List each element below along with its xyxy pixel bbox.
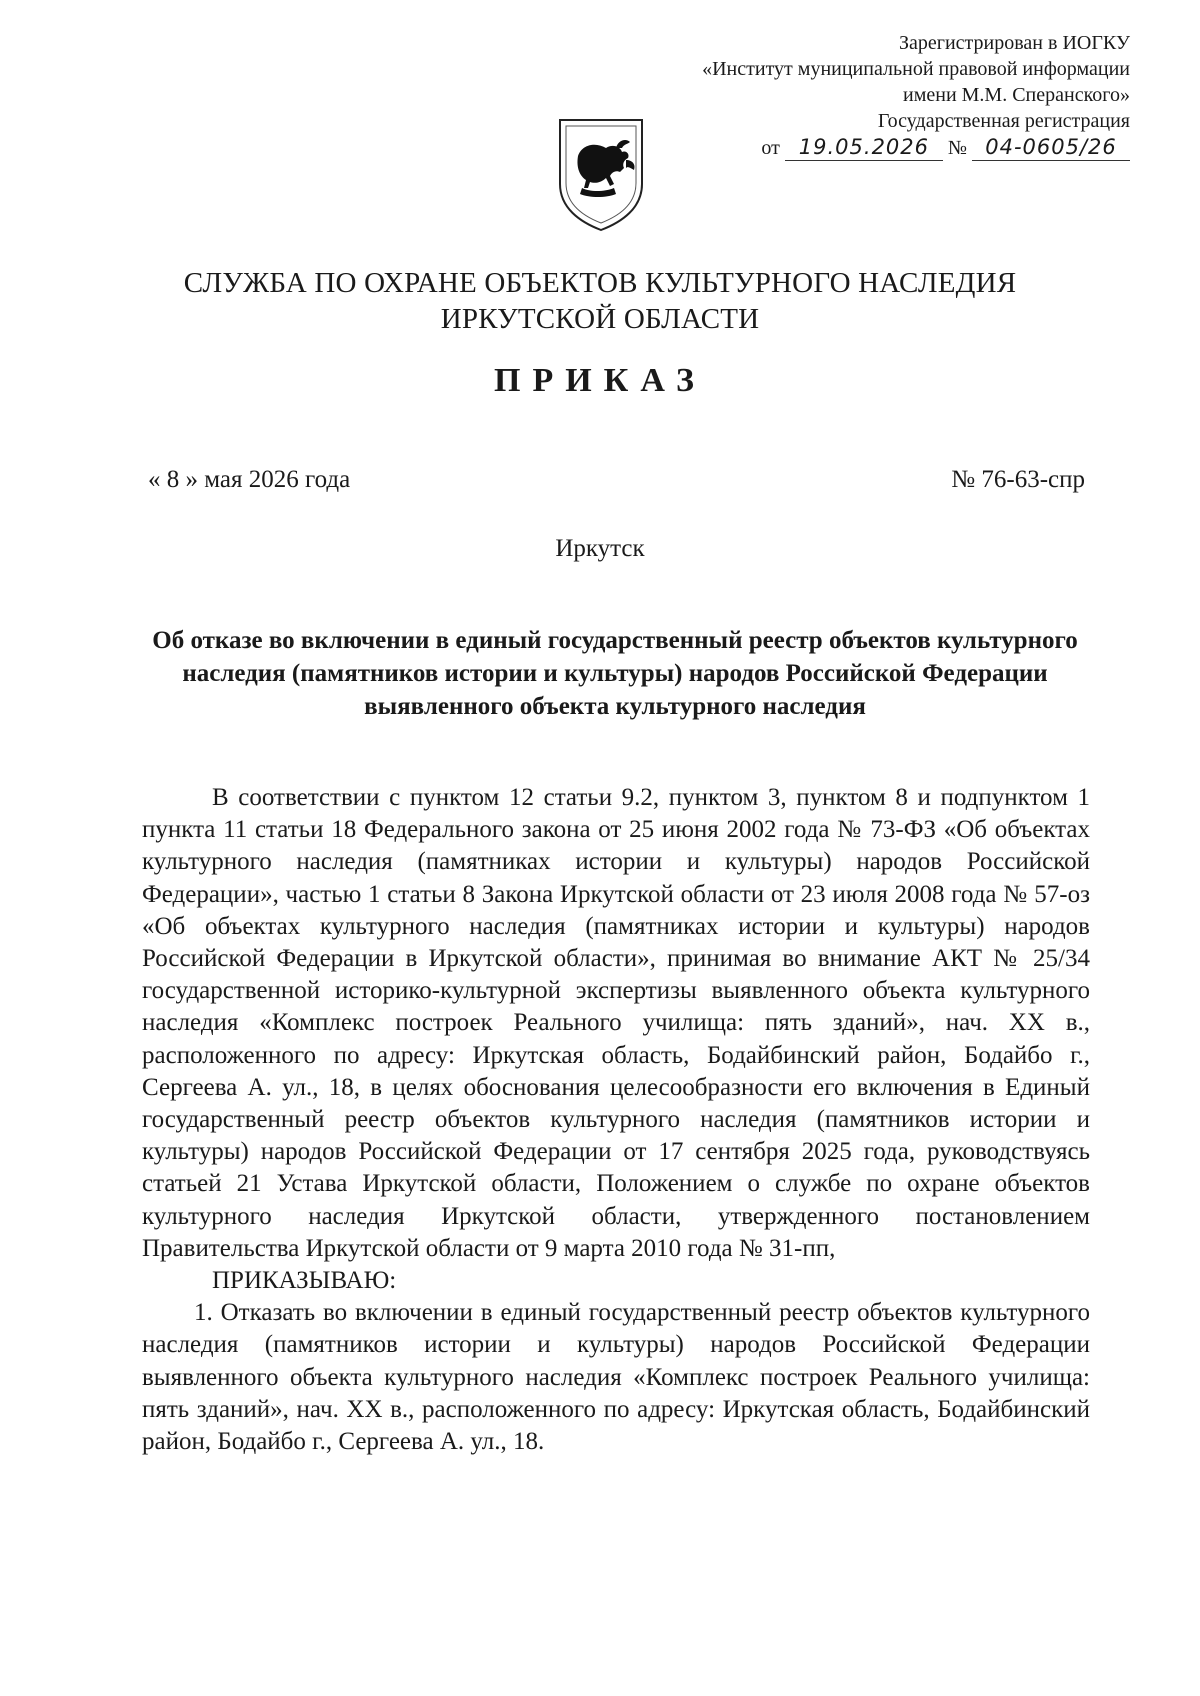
order-item-1: 1. Отказать во включении в единый государственный реестр объектов культурного наследия (памятников истории и культуры) народов Российской Федерации выявленного объекта культурного наследия «Комплекс построек Реального училища: пять зданий», нач. XX в., расположенного по адресу: Иркутская область, Бодайбинский район, Бодайбо г., Сергеева А. ул., 18. (142, 1299, 1090, 1456)
registration-number: 04-0605/26 (972, 134, 1130, 161)
order-subject: Об отказе во включении в единый государственный реестр объектов культурного наследия (памятников истории и культуры) народов Российской Федерации выявленного объекта культурного наследия (152, 627, 1078, 720)
order-city: Иркутск (555, 535, 645, 562)
order-directive: ПРИКАЗЫВАЮ: (212, 1267, 397, 1295)
agency-name (0, 265, 1200, 337)
registration-stamp (570, 30, 1130, 161)
registration-from-label: от (761, 137, 780, 159)
registration-date: 19.05.2026 (785, 134, 943, 161)
registration-details (570, 134, 1130, 161)
agency-name-line-2: ИРКУТСКОЙ ОБЛАСТИ (440, 303, 760, 335)
preamble-paragraph: В соответствии с пунктом 12 статьи 9.2, пунктом 3, пунктом 8 и подпунктом 1 пункта 11 статьи 18 Федерального закона от 25 июня 2002 года № 73-ФЗ «Об объектах культурного наследия (памятниках истории и культуры) народов Российской Федерации», частью 1 статьи 8 Закона Иркутской области от 23 июля 2008 года № 57-оз «Об объектах культурного наследия (памятниках истории и культуры) народов Российской Федерации в Иркутской области», принимая во внимание АКТ № 25/34 государственной историко-культурной экспертизы выявленного объекта культурного наследия «Комплекс построек Реального училища: пять зданий», нач. XX в., расположенного по адресу: Иркутская область, Бодайбинский район, Бодайбо г., Сергеева А. ул., 18, в целях обоснования целесообразности его включения в Единый государственный реестр объектов культурного наследия (памятников истории и культуры) народов Российской Федерации от 17 сентября 2025 года, руководствуясь статьей 21 Устава Иркутской области, Положением о службе по охране объектов культурного наследия Иркутской области, утвержденного постановлением Правительства Иркутской области от 9 марта 2010 года № 31-пп, (142, 784, 1090, 1262)
registration-line-1: Зарегистрирован в ИОГКУ (899, 32, 1130, 54)
agency-name-line-1: СЛУЖБА ПО ОХРАНЕ ОБЪЕКТОВ КУЛЬТУРНОГО НАСЛЕДИЯ (183, 267, 1017, 299)
registration-line-3: имени М.М. Сперанского» (903, 84, 1130, 106)
order-date: « 8 » мая 2026 года (148, 466, 351, 493)
irkutsk-coat-of-arms-icon (556, 116, 646, 234)
registration-line-2: «Институт муниципальной правовой информации (702, 58, 1130, 80)
order-body (142, 782, 1090, 1458)
order-number: № 76-63-спр (951, 466, 1085, 493)
registration-number-label: № (947, 137, 967, 159)
document-type-title: ПРИКАЗ (494, 362, 706, 399)
registration-line-4: Государственная регистрация (877, 110, 1130, 132)
